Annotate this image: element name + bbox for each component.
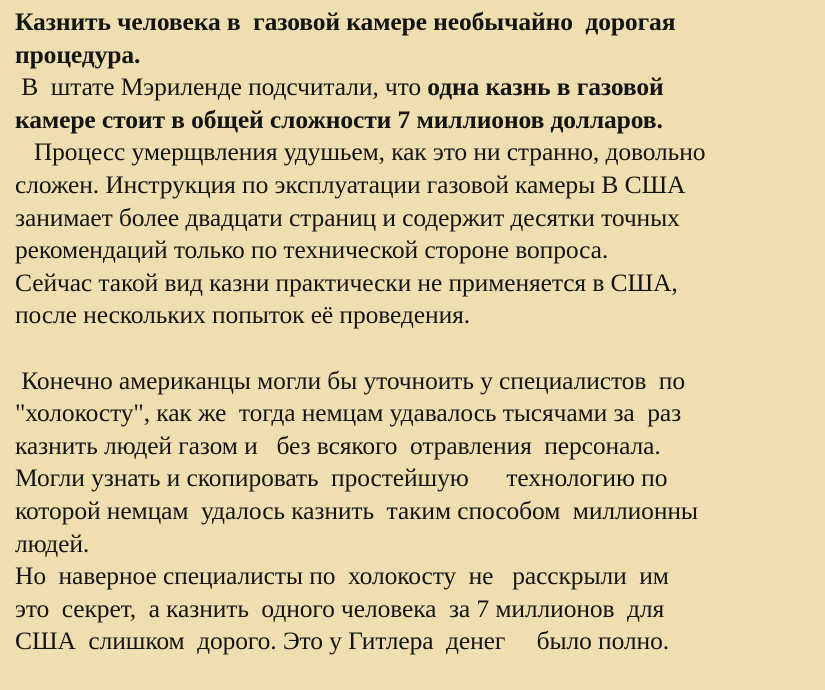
text-line: [15, 430, 820, 463]
text-line: [15, 202, 820, 235]
text-segment: которой немцам удалось казнить таким способом миллионны: [15, 495, 698, 525]
text-line: [15, 528, 820, 561]
text-segment: это секрет, а казнить одного человека за 7 миллионов для: [15, 593, 665, 623]
text-segment: Сейчас такой вид казни практически не применяется в США,: [15, 267, 678, 297]
text-line: [15, 104, 820, 137]
bold-text-segment: одна казнь в газовой: [427, 72, 664, 102]
text-segment: занимает более двадцати страниц и содержит десятки точных: [15, 202, 680, 232]
bold-text-segment: камере стоит в общей сложности 7 миллионов долларов.: [15, 104, 663, 134]
text-segment: людей.: [15, 528, 90, 558]
text-segment: сложен. Инструкция по эксплуатации газовой камеры В США: [15, 169, 686, 199]
text-segment: Но наверное специалисты по холокосту не расскрыли им: [15, 561, 669, 591]
text-line: [15, 495, 820, 528]
text-line: [15, 6, 820, 39]
text-line: [15, 462, 820, 495]
text-line: [15, 169, 820, 202]
bold-text-segment: Казнить человека в газовой камере необычайно дорогая: [15, 7, 676, 36]
text-line: [15, 332, 820, 365]
text-line: [15, 234, 820, 267]
text-line: [15, 39, 820, 72]
text-segment: Могли узнать и скопировать простейшую технологию по: [15, 463, 668, 493]
text-segment: В штате Мэриленде подсчитали, что: [15, 72, 428, 102]
text-segment: казнить людей газом и без всякого отравления персонала.: [15, 430, 661, 460]
text-line: [15, 136, 820, 169]
bold-text-segment: процедура.: [15, 39, 141, 69]
text-line: [15, 267, 820, 300]
text-segment: Процесс умерщвления удушьем, как это ни странно, довольно: [15, 137, 706, 167]
text-line: [15, 365, 820, 398]
text-line: [15, 593, 820, 626]
text-line: [15, 397, 820, 430]
document-text: [15, 6, 820, 658]
text-line: [15, 560, 820, 593]
text-line: [15, 299, 820, 332]
text-segment: США слишком дорого. Это у Гитлера денег было полно.: [15, 626, 670, 656]
text-segment: рекомендаций только по технической стороне вопроса.: [15, 235, 609, 265]
text-segment: Конечно американцы могли бы уточноить у специалистов по: [15, 365, 686, 395]
text-segment: после нескольких попыток её проведения.: [15, 300, 471, 330]
text-line: [15, 71, 820, 104]
text-line: [15, 625, 820, 658]
text-segment: "холокосту", как же тогда немцам удавалось тысячами за раз: [15, 398, 682, 428]
